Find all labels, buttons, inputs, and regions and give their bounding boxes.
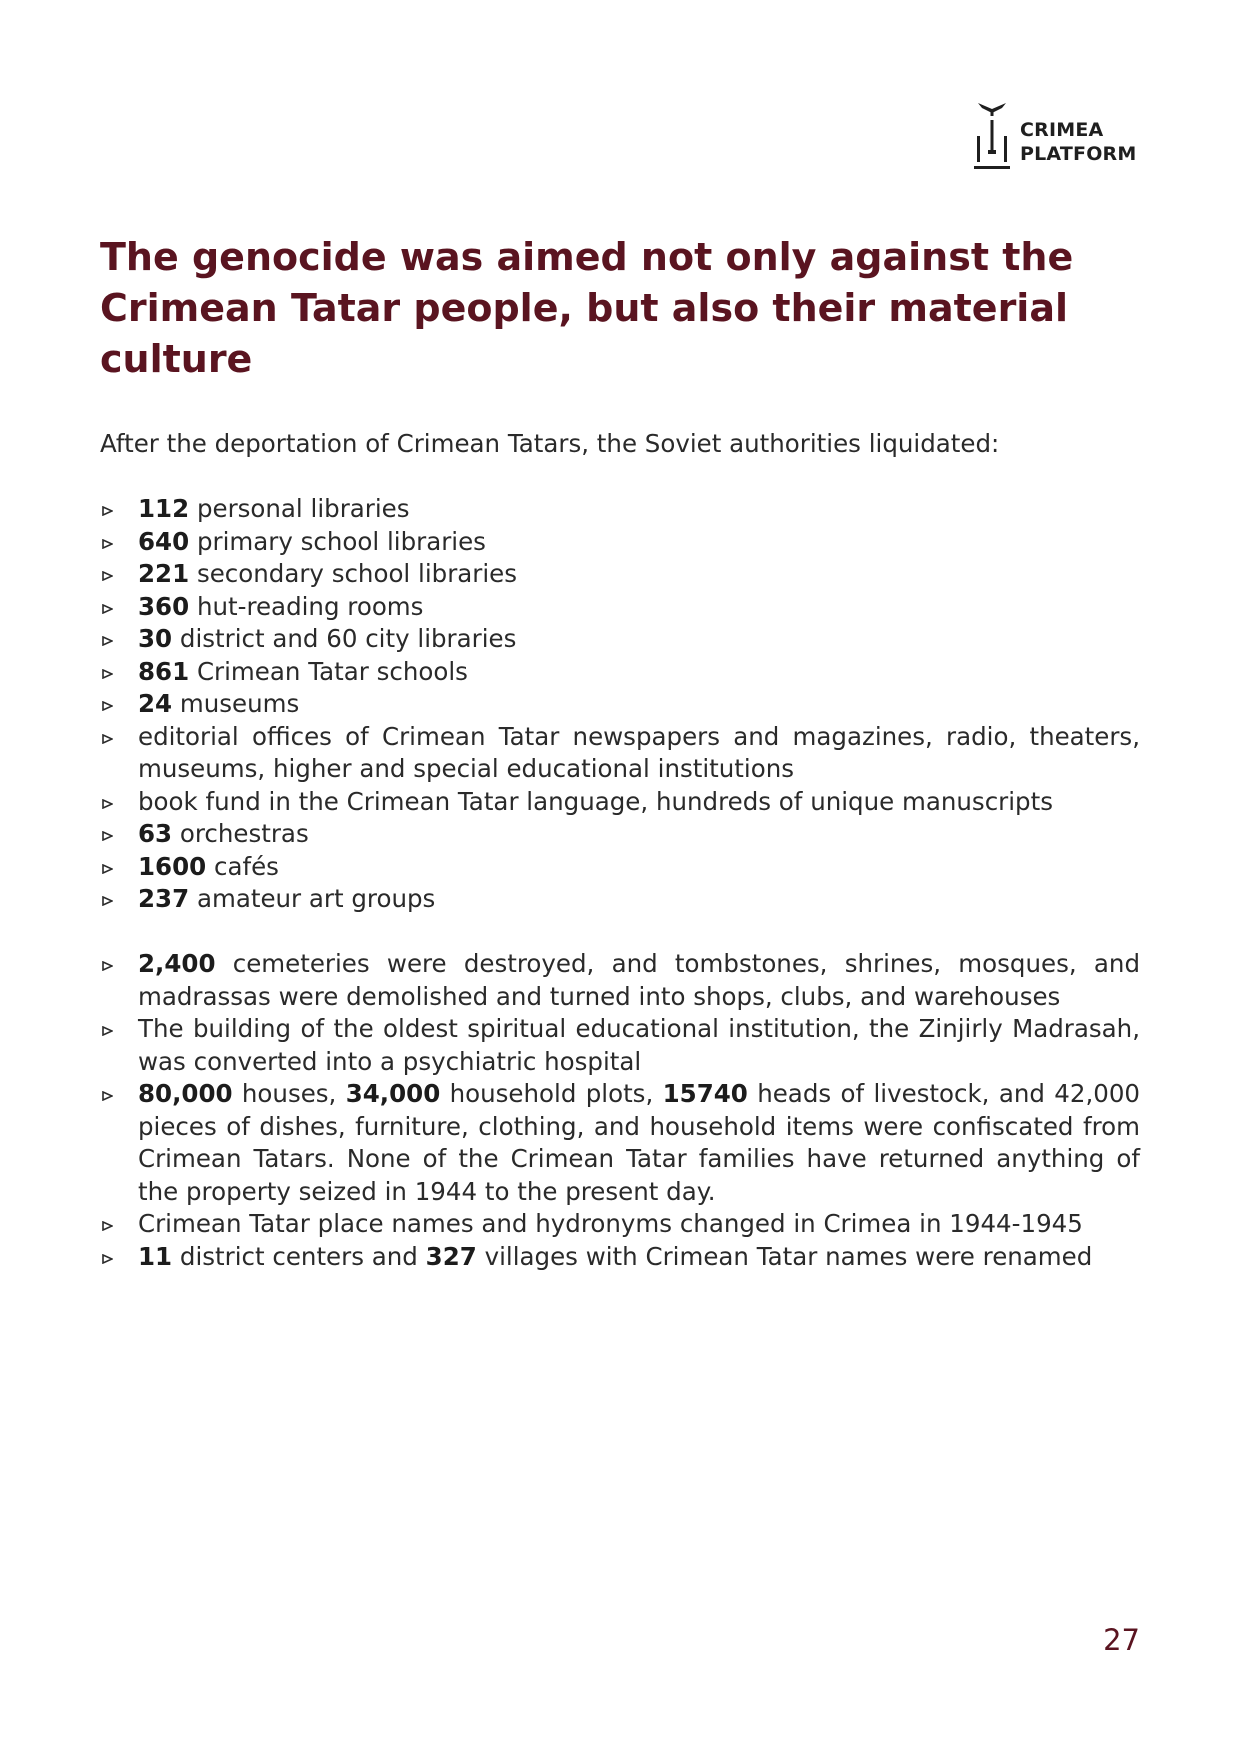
list-item-text: cafés bbox=[206, 851, 279, 881]
triangle-bullet-icon bbox=[102, 1078, 116, 1111]
list-item-number: 221 bbox=[138, 559, 190, 588]
list-item bbox=[100, 623, 1140, 656]
list-item-text: cemeteries were destroyed, and tombstones, shrines, mosques, and madrassas were demolished and turned into shops, clubs, and warehouses bbox=[138, 949, 1140, 1011]
triangle-bullet-icon bbox=[102, 1208, 116, 1241]
list-item-text: hut-reading rooms bbox=[189, 591, 424, 621]
list-item bbox=[100, 688, 1140, 721]
list-item-text: The building of the oldest spiritual educational institution, the Zinjirly Madrasah, was converted into a psychiatric hospital bbox=[138, 1014, 1140, 1076]
list-item-text: district centers and bbox=[172, 1241, 426, 1271]
list-item bbox=[100, 656, 1140, 689]
logo-text bbox=[1020, 118, 1137, 166]
list-item-text: personal libraries bbox=[189, 494, 410, 523]
list-item-number: 15740 bbox=[662, 1079, 748, 1108]
list-item-number: 861 bbox=[138, 656, 190, 686]
list-item bbox=[100, 721, 1140, 786]
list-item-number: 327 bbox=[425, 1241, 477, 1271]
list-item bbox=[100, 526, 1140, 559]
list-item bbox=[100, 1013, 1140, 1078]
list-item-number: 112 bbox=[138, 494, 190, 523]
list-item-text: primary school libraries bbox=[189, 526, 486, 556]
page-number: 27 bbox=[1103, 1623, 1140, 1657]
triangle-bullet-icon bbox=[102, 558, 116, 591]
triangle-bullet-icon bbox=[102, 818, 116, 851]
triangle-bullet-icon bbox=[102, 883, 116, 916]
triangle-bullet-icon bbox=[102, 1241, 116, 1274]
list-item-text: Crimean Tatar place names and hydronyms changed in Crimea in 1944-1945 bbox=[138, 1209, 1083, 1238]
list-item bbox=[100, 1208, 1140, 1241]
triangle-bullet-icon bbox=[102, 688, 116, 721]
list-item bbox=[100, 1078, 1140, 1208]
list-item-text: editorial offices of Crimean Tatar newspapers and magazines, radio, theaters, museums, higher and special educational institutions bbox=[138, 721, 1140, 783]
logo-line-1: CRIMEA bbox=[1020, 119, 1104, 141]
logo-line-2: PLATFORM bbox=[1020, 143, 1137, 165]
destruction-list bbox=[100, 948, 1140, 1273]
list-item-text: Crimean Tatar schools bbox=[189, 656, 468, 686]
list-item bbox=[100, 851, 1140, 884]
page-heading: The genocide was aimed not only against the Crimean Tatar people, but also their material culture bbox=[100, 235, 1074, 381]
list-item bbox=[100, 883, 1140, 916]
list-item-number: 237 bbox=[138, 884, 190, 913]
list-item-number: 80,000 bbox=[138, 1079, 233, 1108]
list-item bbox=[100, 558, 1140, 591]
crimea-platform-logo bbox=[972, 100, 1152, 176]
triangle-bullet-icon bbox=[102, 786, 116, 819]
list-item-text: book fund in the Crimean Tatar language, hundreds of unique manuscripts bbox=[138, 786, 1053, 816]
list-item-number: 63 bbox=[138, 819, 173, 848]
list-item bbox=[100, 493, 1140, 526]
list-item-number: 24 bbox=[138, 689, 173, 718]
list-item-number: 360 bbox=[138, 591, 190, 621]
list-item bbox=[100, 786, 1140, 819]
intro-paragraph: After the deportation of Crimean Tatars, the Soviet authorities liquidated: bbox=[100, 429, 1000, 458]
list-item bbox=[100, 818, 1140, 851]
list-item-text: household plots, bbox=[440, 1079, 663, 1108]
triangle-bullet-icon bbox=[102, 623, 116, 656]
list-item-number: 11 bbox=[138, 1241, 173, 1271]
triangle-bullet-icon bbox=[102, 851, 116, 884]
triangle-bullet-icon bbox=[102, 526, 116, 559]
triangle-bullet-icon bbox=[102, 493, 116, 526]
triangle-bullet-icon bbox=[102, 656, 116, 689]
list-item-number: 34,000 bbox=[345, 1079, 441, 1108]
list-item-number: 1600 bbox=[138, 851, 207, 881]
list-item-text: villages with Crimean Tatar names were renamed bbox=[476, 1241, 1093, 1271]
triangle-bullet-icon bbox=[102, 721, 116, 754]
list-item-text: museums bbox=[172, 689, 300, 718]
list-item bbox=[100, 1241, 1140, 1274]
list-item-text: district and 60 city libraries bbox=[172, 624, 517, 653]
list-item-text: amateur art groups bbox=[189, 884, 436, 913]
list-item-number: 30 bbox=[138, 624, 173, 653]
list-item-text: orchestras bbox=[172, 819, 309, 848]
triangle-bullet-icon bbox=[102, 948, 116, 981]
list-item bbox=[100, 591, 1140, 624]
triangle-bullet-icon bbox=[102, 591, 116, 624]
list-item-text: heads of livestock, and 42,000 pieces of dishes, furniture, clothing, and household items were confiscated from Crimean Tatars. None of the Crimean Tatar families have returned anything of the property seized in 1944 to the present day. bbox=[138, 1079, 1140, 1206]
list-item bbox=[100, 948, 1140, 1013]
list-item-number: 640 bbox=[138, 526, 190, 556]
list-item-number: 2,400 bbox=[138, 949, 216, 978]
list-item-text: houses, bbox=[232, 1079, 346, 1108]
list-item-text: secondary school libraries bbox=[189, 559, 517, 588]
trident-pillars-icon bbox=[972, 100, 1012, 176]
liquidated-institutions-list bbox=[100, 493, 1140, 916]
triangle-bullet-icon bbox=[102, 1013, 116, 1046]
